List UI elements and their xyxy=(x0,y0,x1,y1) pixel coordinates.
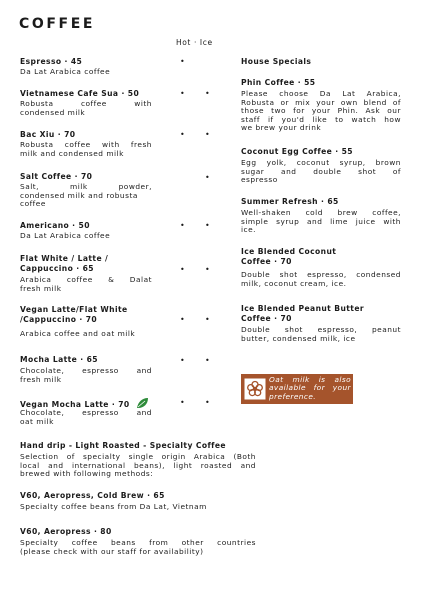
menu-item-desc: Da Lat Arabica coffee xyxy=(20,231,111,240)
menu-item-name: V60, Aeropress, Cold Brew · 65 xyxy=(20,491,165,500)
page-title: COFFEE xyxy=(19,16,96,32)
dot-marker: • xyxy=(205,356,210,365)
menu-item-name: Summer Refresh · 65 xyxy=(241,197,339,206)
menu-item-name: Flat White / Latte / Cappuccino · 65 xyxy=(20,254,109,273)
menu-item-desc: Salt, milk powder, condensed milk and robusta coffee xyxy=(20,182,152,209)
menu-item-desc: Chocolate, espresso and fresh milk xyxy=(20,366,152,384)
dot-marker: • xyxy=(180,356,185,365)
menu-item-name: Mocha Latte · 65 xyxy=(20,355,98,364)
oat-milk-note xyxy=(241,374,353,404)
menu-item-name: Vegan Latte/Flat White /Cappuccino · 70 xyxy=(20,305,128,324)
dot-marker: • xyxy=(180,130,185,139)
menu-item-name: Coconut Egg Coffee · 55 xyxy=(241,147,353,156)
dot-marker: • xyxy=(205,130,210,139)
menu-item-name: Bac Xiu · 70 xyxy=(20,130,76,139)
dot-marker: • xyxy=(180,221,185,230)
menu-item-desc: Arabica coffee & Dalat fresh milk xyxy=(20,275,152,293)
menu-item-name: Vegan Mocha Latte · 70 xyxy=(20,397,149,410)
dot-marker: • xyxy=(180,398,185,407)
menu-item-name: Vietnamese Cafe Sua · 50 xyxy=(20,89,140,98)
section-heading: Hand drip - Light Roasted - Specialty Coffee xyxy=(20,441,226,450)
menu-item-desc: Double shot espresso, condensed milk, coconut cream, ice. xyxy=(241,270,401,288)
dot-marker: • xyxy=(180,265,185,274)
dot-marker: • xyxy=(205,315,210,324)
section-heading: House Specials xyxy=(241,57,312,66)
dot-marker: • xyxy=(205,221,210,230)
dot-marker: • xyxy=(180,89,185,98)
menu-item-name: Americano · 50 xyxy=(20,221,90,230)
menu-item-name: Espresso · 45 xyxy=(20,57,83,66)
hand-drip-desc: Selection of specialty single origin Arabica (Both local and international beans), light roasted and brewed with following methods: xyxy=(20,452,256,479)
dot-marker: • xyxy=(180,57,185,66)
dot-marker: • xyxy=(205,398,210,407)
menu-item-name: Salt Coffee · 70 xyxy=(20,172,93,181)
menu-item-desc: Arabica coffee and oat milk xyxy=(20,329,136,338)
menu-item-desc: Robusta coffee with fresh milk and condensed milk xyxy=(20,140,152,158)
flower-icon xyxy=(244,378,266,400)
menu-item-desc: Specialty coffee beans from other countries (please check with our staff for availability) xyxy=(20,538,256,556)
dot-marker: • xyxy=(205,173,210,182)
oat-milk-text: Oat milk is also available for your preference. xyxy=(269,375,351,401)
menu-item-desc: Double shot espresso, peanut butter, condensed milk, ice xyxy=(241,325,401,343)
menu-item-name: Ice Blended Peanut Butter Coffee · 70 xyxy=(241,304,365,323)
menu-item-desc: Robusta coffee with condensed milk xyxy=(20,99,152,117)
menu-item-desc: Well-shaken cold brew coffee, simple syrup and lime juice with ice. xyxy=(241,208,401,235)
dot-marker: • xyxy=(205,265,210,274)
menu-item-desc: Please choose Da Lat Arabica, Robusta or mix your own blend of those two for your Phin. Ask our staff if you'd like to watch how we brew your drink xyxy=(241,89,401,133)
menu-item-name: V60, Aeropress · 80 xyxy=(20,527,112,536)
menu-item-name: Ice Blended Coconut Coffee · 70 xyxy=(241,247,337,266)
dot-marker: • xyxy=(205,89,210,98)
menu-item-desc: Specialty coffee beans from Da Lat, Vietnam xyxy=(20,502,207,511)
menu-item-desc: Egg yolk, coconut syrup, brown sugar and double shot of espresso xyxy=(241,158,401,185)
menu-item-name: Phin Coffee · 55 xyxy=(241,78,316,87)
dot-marker: • xyxy=(180,315,185,324)
menu-item-desc: Chocolate, espresso and oat milk xyxy=(20,408,152,426)
menu-item-desc: Da Lat Arabica coffee xyxy=(20,67,111,76)
hot-ice-header: Hot · Ice xyxy=(176,38,213,47)
